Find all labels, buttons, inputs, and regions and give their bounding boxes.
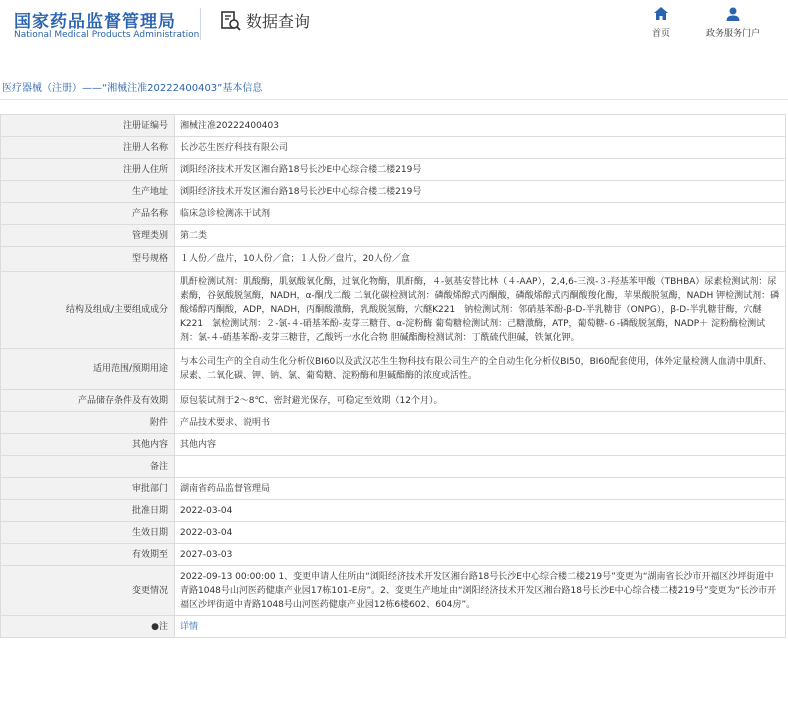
table-row: [1, 412, 786, 434]
row-value: 第二类: [175, 225, 786, 247]
row-value: 原包装试剂于2～8℃、密封避光保存，可稳定至效期（12个月）。: [175, 390, 786, 412]
row-value: 其他内容: [175, 434, 786, 456]
row-value: 浏阳经济技术开发区湘台路18号长沙E中心综合楼二楼219号: [175, 159, 786, 181]
details-link[interactable]: 详情: [180, 621, 199, 632]
row-value: 产品技术要求、说明书: [175, 412, 786, 434]
row-value: 与本公司生产的全自动生化分析仪BI60以及武汉芯生生物科技有限公司生产的全自动生化分析仪BI50，BI60配套使用，体外定量检测人血清中肌酐、尿素、二氧化碳、钾、钠、氯、葡萄糖、淀粉酶和胆碱酯酶的浓度或活性。: [175, 349, 786, 390]
data-query-title: [220, 9, 310, 32]
row-label: 注册人名称: [1, 137, 175, 159]
row-value: 浏阳经济技术开发区湘台路18号长沙E中心综合楼二楼219号: [175, 181, 786, 203]
data-query-label: 数据查询: [246, 12, 311, 31]
table-row: [1, 390, 786, 412]
table-row: [1, 159, 786, 181]
row-label: 产品名称: [1, 203, 175, 225]
row-value: 湖南省药品监督管理局: [175, 478, 786, 500]
row-value: 临床急诊检测冻干试剂: [175, 203, 786, 225]
row-value: 湘械注准20222400403: [175, 115, 786, 137]
user-icon: [725, 6, 741, 22]
row-value: 2022-09-13 00:00:00 1、变更申请人住所由“浏阳经济技术开发区湘台路18号长沙E中心综合楼二楼219号”变更为“湖南省长沙市开福区沙坪街道中青路1048号山河医药健康产业园17栋101-E房”。2、变更生产地址由“浏阳经济技术开发区湘台路18号长沙E中心综合楼二楼219号”变更为“长沙市开福区沙坪街道中青路1048号山河医药健康产业园12栋6楼602、604房”。: [175, 566, 786, 616]
table-row: [1, 500, 786, 522]
row-value: 肌酐检测试剂：肌酸酶，肌氨酸氧化酶，过氧化物酶，肌酐酶，４-氨基安替比林（４-AAP），2,4,6-三溴-３-羟基苯甲酸（TBHBA）尿素检测试剂：尿素酶，谷氨酸脱氢酶，NADH，α-酮戊二酸 二氧化碳检测试剂：磷酸烯醇式丙酮酸，磷酸烯醇式丙酮酸羧化酶，苹果酸脱氢酶，NADH 钾检测试剂：磷酸烯醇丙酮酸，ADP，NADH，丙酮酸激酶，乳酸脱氢酶，穴醚K221 钠检测试剂：邻硝基苯酚-β-D-半乳糖苷（ONPG），β-D-半乳糖苷酶，穴醚K221 氯检测试剂：２-氯-４-硝基苯酚-麦芽三糖苷、α-淀粉酶 葡萄糖检测试剂：己糖激酶，ATP，葡萄糖-６-磷酸脱氢酶，NADP＋ 淀粉酶检测试剂：氯-４-硝基苯酚-麦芽三糖苷，乙酸钙一水化合物 胆碱酯酶检测试剂：丁酰硫代胆碱，铁氰化钾。: [175, 272, 786, 349]
row-label: 生效日期: [1, 522, 175, 544]
row-value: １人份／盘片，10人份／盒；１人份／盘片，20人份／盒: [175, 247, 786, 272]
row-label: 注册证编号: [1, 115, 175, 137]
table-row: [1, 181, 786, 203]
table-row: [1, 522, 786, 544]
row-label: 审批部门: [1, 478, 175, 500]
row-label: 结构及组成/主要组成成分: [1, 272, 175, 349]
table-row: [1, 247, 786, 272]
table-row-note: [1, 616, 786, 638]
table-row: [1, 115, 786, 137]
table-row: [1, 225, 786, 247]
table-row: [1, 272, 786, 349]
row-label: 注册人住所: [1, 159, 175, 181]
row-label: 备注: [1, 456, 175, 478]
nav-home[interactable]: [652, 6, 670, 39]
row-label: 适用范围/预期用途: [1, 349, 175, 390]
info-table: [0, 114, 786, 638]
row-value: 长沙芯生医疗科技有限公司: [175, 137, 786, 159]
table-row: [1, 349, 786, 390]
row-label: 附件: [1, 412, 175, 434]
nav-gov-service[interactable]: [706, 6, 760, 39]
document-search-icon: [220, 10, 242, 32]
row-label: 生产地址: [1, 181, 175, 203]
row-label: 管理类别: [1, 225, 175, 247]
table-row: [1, 434, 786, 456]
row-value: 2022-03-04: [175, 522, 786, 544]
row-label: 型号规格: [1, 247, 175, 272]
table-row: [1, 203, 786, 225]
breadcrumb: 医疗器械（注册）——“湘械注准20222400403”基本信息: [0, 78, 788, 100]
table-row: [1, 478, 786, 500]
row-label: 变更情况: [1, 566, 175, 616]
row-label: 批准日期: [1, 500, 175, 522]
row-value: [175, 456, 786, 478]
row-value: 2027-03-03: [175, 544, 786, 566]
row-label: 有效期至: [1, 544, 175, 566]
org-name-cn[interactable]: 国家药品监督管理局: [14, 12, 176, 32]
table-row: [1, 566, 786, 616]
row-label: 其他内容: [1, 434, 175, 456]
nav-home-label: 首页: [652, 29, 671, 39]
row-value: 2022-03-04: [175, 500, 786, 522]
home-icon: [653, 6, 669, 22]
table-row: [1, 544, 786, 566]
org-name-en: National Medical Products Administration: [14, 30, 200, 40]
header-divider: [200, 8, 201, 40]
nav-gov-label: 政务服务门户: [706, 29, 761, 39]
table-row: [1, 137, 786, 159]
row-label: 产品储存条件及有效期: [1, 390, 175, 412]
site-header: [0, 0, 788, 62]
note-label: ●注: [1, 616, 175, 638]
table-row: [1, 456, 786, 478]
